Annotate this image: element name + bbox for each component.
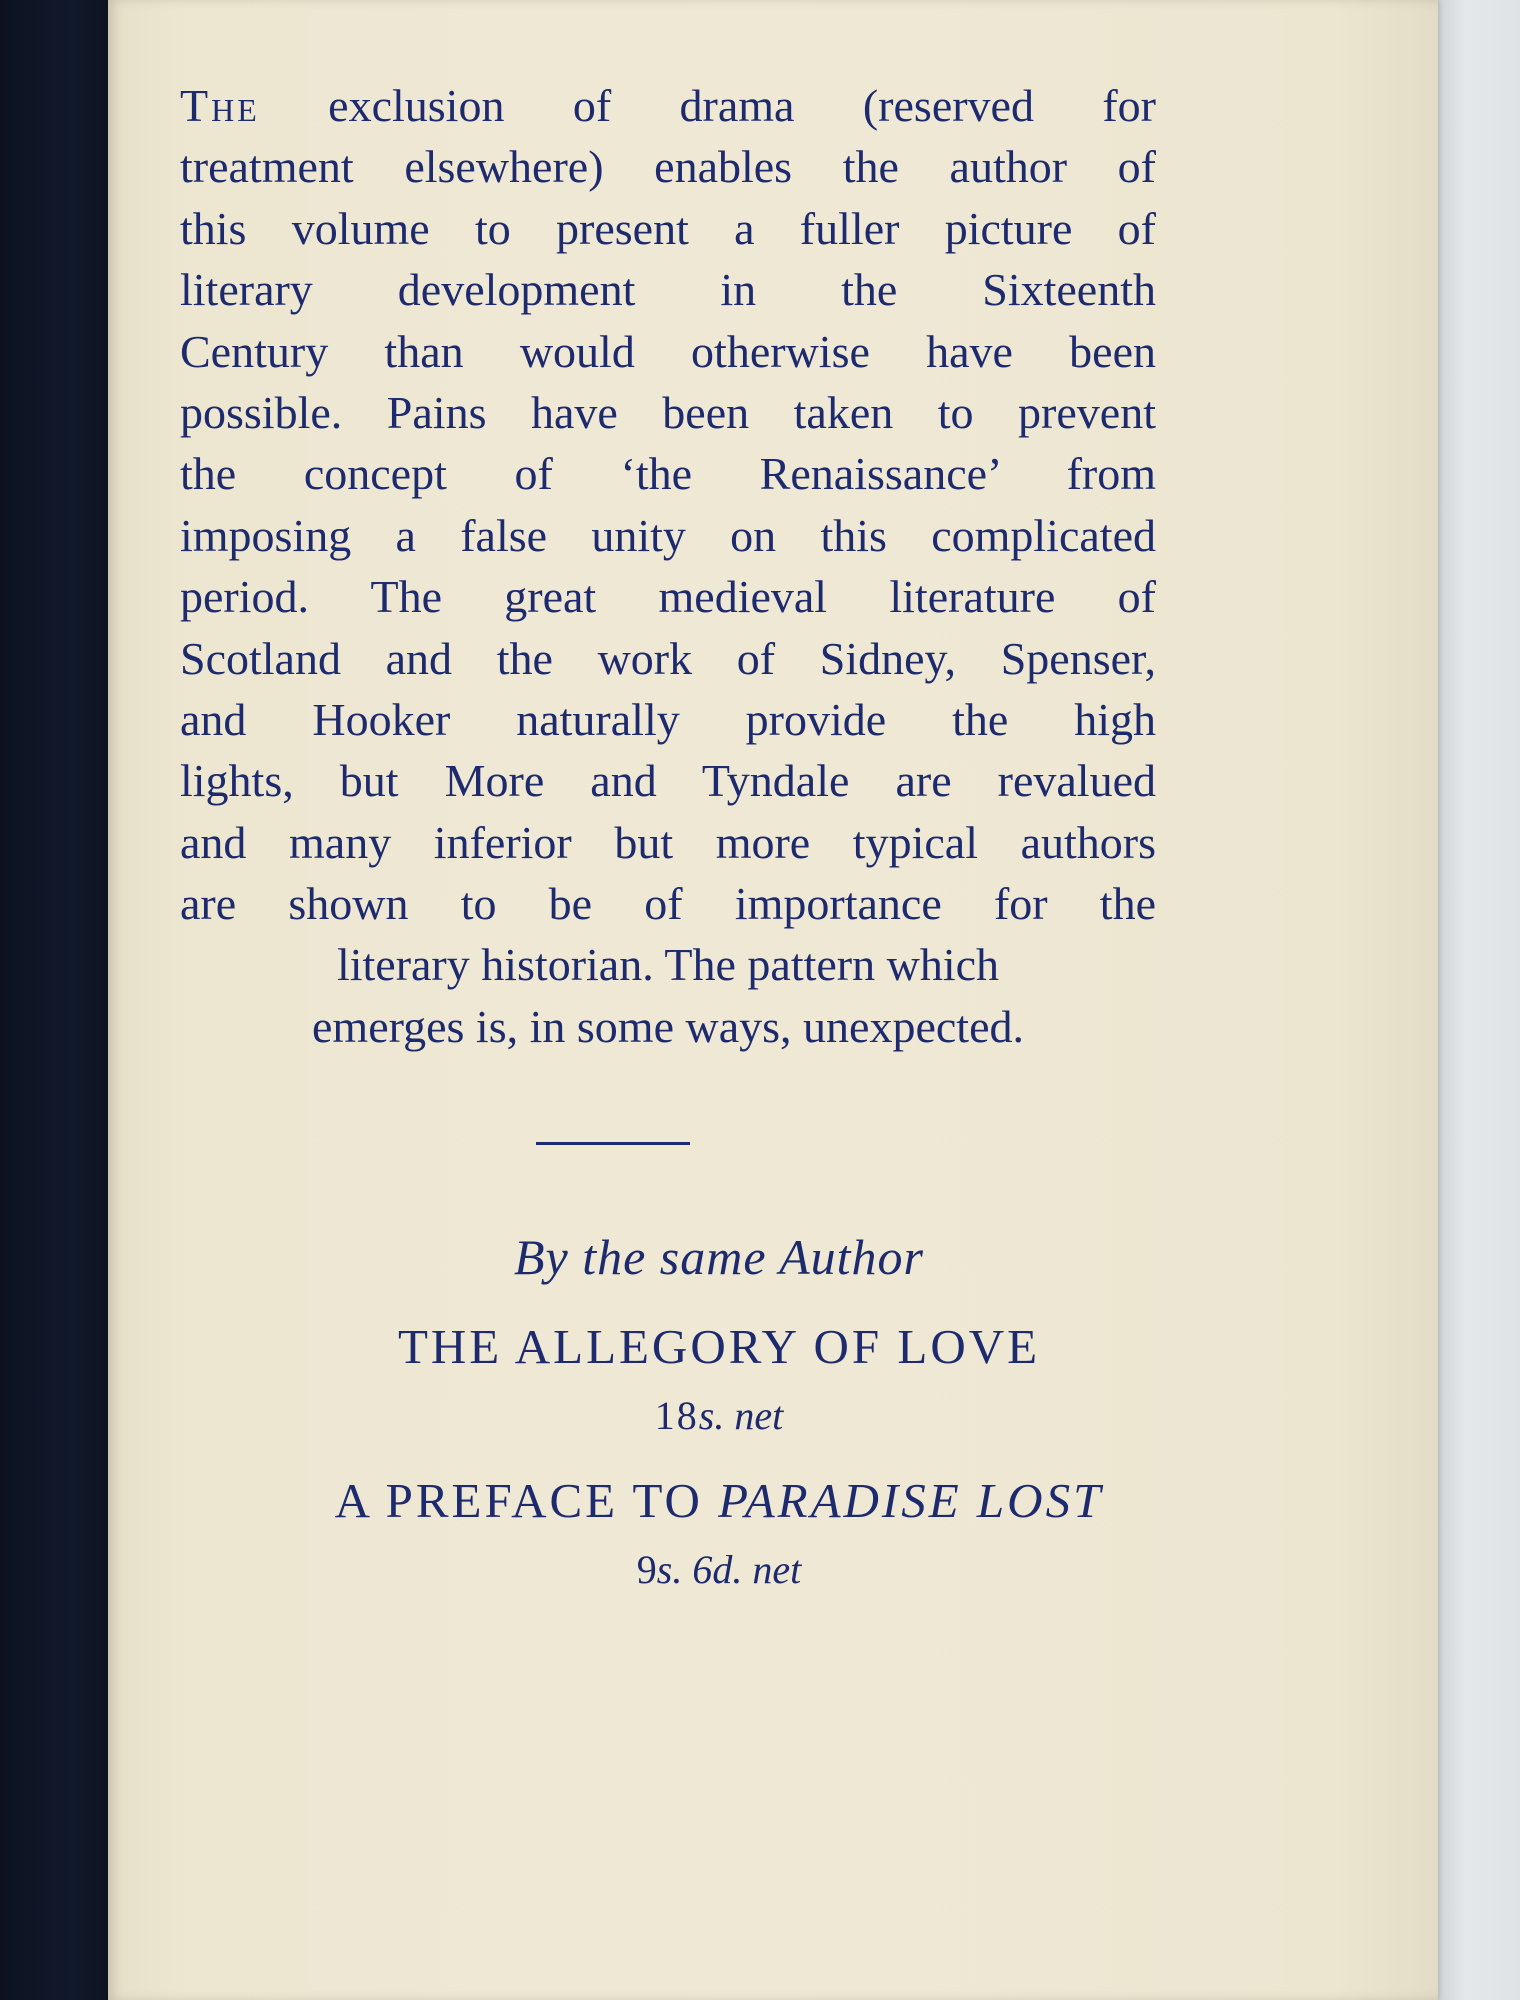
- book-price-allegory-of-love: [108, 1392, 1330, 1439]
- blurb-line-7: the concept of ‘the Renaissance’ from: [180, 448, 1156, 500]
- blurb-line-8: imposing a false unity on this complicated: [180, 509, 1156, 561]
- blurb-line-12: lights, but More and Tyndale are revalued: [180, 755, 1156, 807]
- book-price-preface-to-paradise-lost: [108, 1546, 1330, 1593]
- blurb-line-10: Scotland and the work of Sidney, Spenser,: [180, 632, 1156, 684]
- blurb-line-5: Century than would otherwise have been: [180, 325, 1156, 377]
- blurb-line-1: [180, 75, 1156, 136]
- by-same-author-heading: By the same Author: [513, 1229, 925, 1285]
- book-title-prefix: A PREFACE TO: [334, 1473, 719, 1528]
- blurb-line-2: treatment elsewhere) enables the author of: [180, 141, 1156, 193]
- price-amount: 18: [654, 1393, 699, 1438]
- price-suffix: s. net: [698, 1393, 784, 1438]
- blurb-line-14: are shown to be of importance for the: [180, 878, 1156, 930]
- blurb-line-9: period. The great medieval literature of: [180, 571, 1156, 623]
- blurb-line-11: and Hooker naturally provide the high: [180, 693, 1156, 745]
- price-suffix: s. 6d. net: [656, 1547, 802, 1592]
- blurb-paragraph: [180, 75, 1156, 1057]
- blurb-line-4: literary development in the Sixteenth: [180, 264, 1156, 316]
- blurb-line-1-text: exclusion of drama (reserved for: [259, 80, 1156, 131]
- price-amount: 9: [636, 1547, 657, 1592]
- book-title-italic: PARADISE LOST: [718, 1473, 1104, 1528]
- blurb-lead-word: The: [180, 80, 260, 131]
- book-title-allegory-of-love: THE ALLEGORY OF LOVE: [397, 1319, 1041, 1374]
- background-right: [1430, 0, 1520, 2000]
- blurb-line-13: and many inferior but more typical authors: [180, 816, 1156, 868]
- blurb-line-3: this volume to present a fuller picture of: [180, 202, 1156, 254]
- blurb-line-15: literary historian. The pattern which: [336, 939, 1000, 991]
- blurb-line-6: possible. Pains have been taken to prevent: [180, 386, 1156, 438]
- divider-rule: [536, 1142, 690, 1145]
- blurb-line-16: emerges is, in some ways, unexpected.: [312, 1000, 1024, 1052]
- book-title-preface-to-paradise-lost: [108, 1472, 1330, 1529]
